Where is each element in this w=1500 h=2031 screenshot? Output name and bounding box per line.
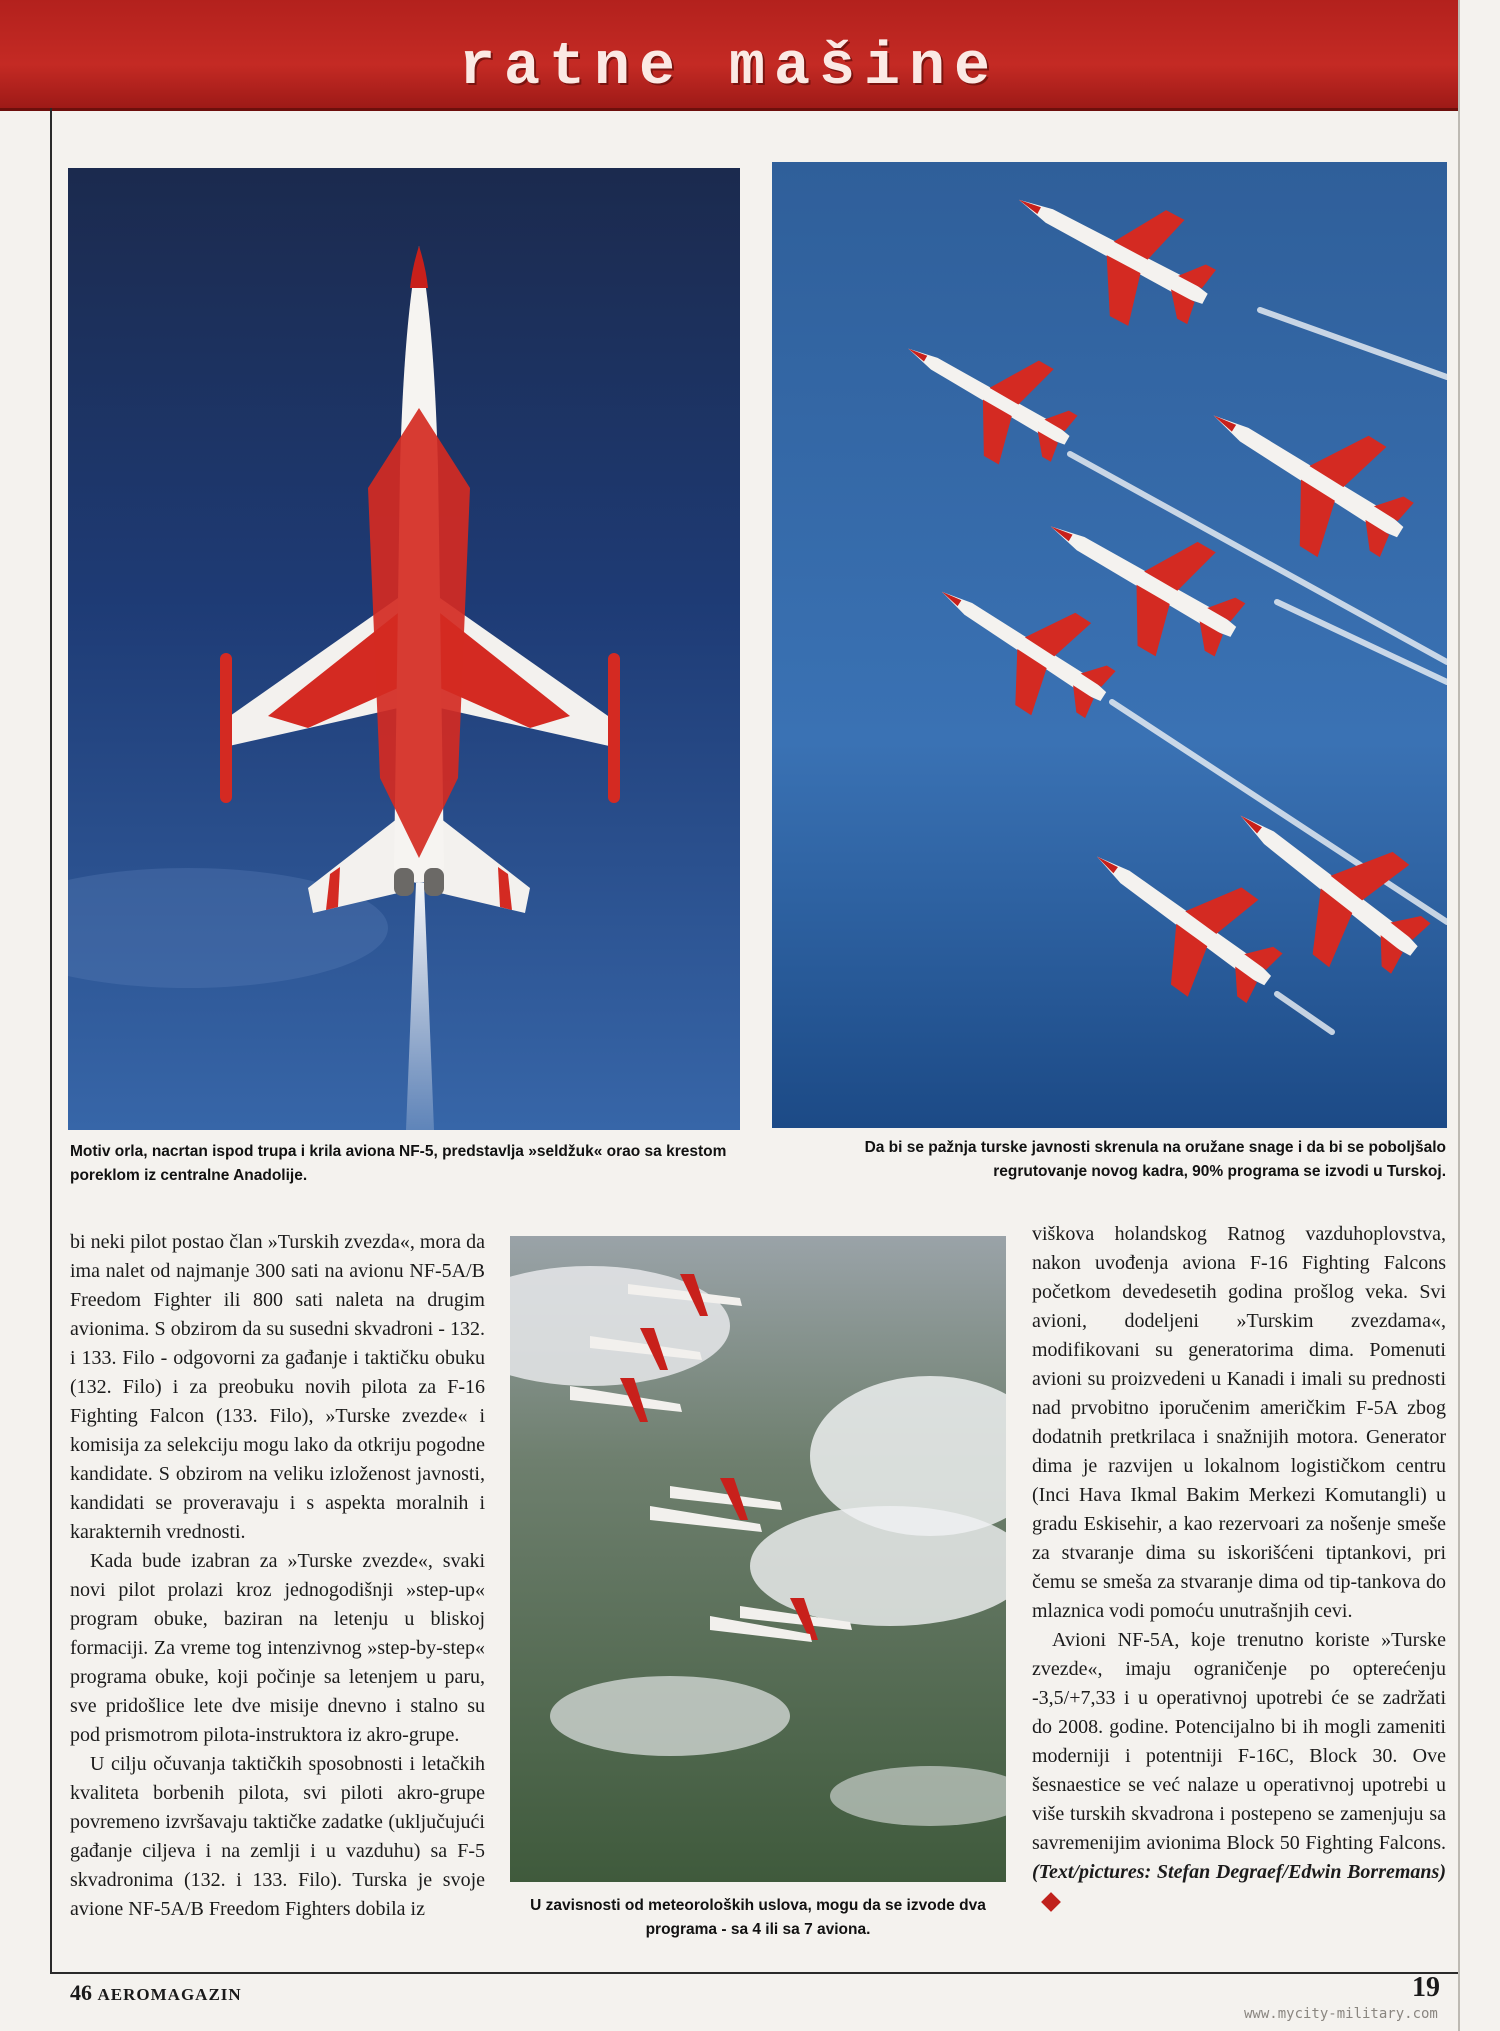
caption-eagle-motif: Motiv orla, nacrtan ispod trupa i krila aviona NF-5, predstavlja »seldžuk« orao sa krestom poreklom iz centralne Anadolije. <box>70 1143 727 1184</box>
left-margin-rule <box>50 108 52 1973</box>
section-title: ratne mašine <box>458 34 1000 102</box>
article-credit: (Text/pictures: Stefan Degraef/Edwin Borremans) <box>1032 1861 1446 1883</box>
article-column-left <box>70 1228 485 1924</box>
magazine-name: AEROMAGAZIN <box>97 1985 242 2004</box>
page-number-right: 19 <box>1412 1972 1440 2003</box>
article-paragraph: Kada bude izabran za »Turske zvezde«, svaki novi pilot prolazi kroz jednogodišnji »step-up« program obuke, baziran na letenju u bliskoj formaciji. Za vreme tog intenzivnog »step-by-step« programa obuke, koji počinje sa letenjem u paru, sve pridošlice lete dve misije dnevno i stalno su pod prismotrom pilota-instruktora iz akro-grupe. <box>70 1550 485 1746</box>
caption-formation: Da bi se pažnja turske javnosti skrenula na oružane snage i da bi se poboljšalo regrutovanje novog kadra, 90% programa se izvodi u Turskoj. <box>864 1139 1446 1180</box>
page-number-left: 46 <box>70 1980 92 2005</box>
page-gutter <box>1458 0 1460 2031</box>
photo-formation <box>772 162 1447 1128</box>
article-paragraph <box>1032 1626 1446 1916</box>
end-of-article-icon <box>1041 1893 1061 1913</box>
article-column-right <box>1032 1220 1446 1916</box>
article-paragraph: viškova holandskog Ratnog vazduhoplovstva, nakon uvođenja aviona F-16 Fighting Falcons početkom devedesetih godina prošlog veka. Svi avioni, dodeljeni »Turskim zvezdama«, modifikovani su generatorima dima. Pomenuti avioni su proizvedeni u Kanadi i imali su prednosti nad prvobitno iporučenim američkim F-5A zbog dodatnih pretkrilaca i snažnijih motora. Generator dima je razvijen u lokalnom logističkom centru (Inci Hava Ikmal Bakim Merkezi Komutangli) u gradu Eskisehir, a kao rezervoari za nošenje smeše za stvaranje dima su iskorišćeni tiptankovi, pri čemu se smeša za stvaranje dima od tip-tankova do mlaznica vodi pomoću unutrašnjih cevi. <box>1032 1223 1446 1622</box>
article-paragraph: U cilju očuvanja taktičkih sposobnosti i letačkih kvaliteta borbenih pilota, svi piloti akro-grupe povremeno izvršavaju taktičke zadatke (uključujući gađanje ciljeva i na zemlji i u vazduhu) sa F-5 skvadronima (132. i 133. Filo). Turska je svoje avione NF-5A/B Freedom Fighters dobila iz <box>70 1753 485 1920</box>
footer-left <box>70 1980 242 2006</box>
photo-over-clouds <box>510 1236 1006 1882</box>
site-watermark: www.mycity-military.com <box>1244 2006 1438 2022</box>
section-header <box>0 0 1458 111</box>
article-paragraph: bi neki pilot postao član »Turskih zvezda«, mora da ima nalet od najmanje 300 sati na avionu NF-5A/B Freedom Fighter ili 800 sati naleta na drugim avionima. S obzirom da su susedni skvadroni - 132. i 133. Filo - odgovorni za gađanje i taktičku obuku (132. Filo) i za preobuku novih pilota za F-16 Fighting Falcon (133. Filo), »Turske zvezde« i komisija za selekciju mogu lako da otkriju pogodne kandidate. S obzirom na veliku izloženost javnosti, kandidati se proveravaju i s aspekta moralnih i karakternih vrednosti. <box>70 1231 485 1543</box>
footer-rule <box>50 1972 1458 1974</box>
article-paragraph-text: Avioni NF-5A, koje trenutno koriste »Turske zvezde«, imaju ograničenje po opterećenju -3,5/+7,33 i u operativnoj upotrebi će se zadržati do 2008. godine. Potencijalno bi ih mogli zameniti moderniji i potentniji F-16C, Block 30. Ove šesnaestice se već nalaze u operativnoj upotrebi u više turskih skvadrona i postepeno se zamenjuju sa savremenijim avionima Block 50 Fighting Falcons. <box>1032 1629 1446 1854</box>
caption-over-clouds: U zavisnosti od meteoroloških uslova, mogu da se izvode dva programa - sa 4 ili sa 7 aviona. <box>530 1897 986 1938</box>
photo-eagle-motif <box>68 168 740 1130</box>
